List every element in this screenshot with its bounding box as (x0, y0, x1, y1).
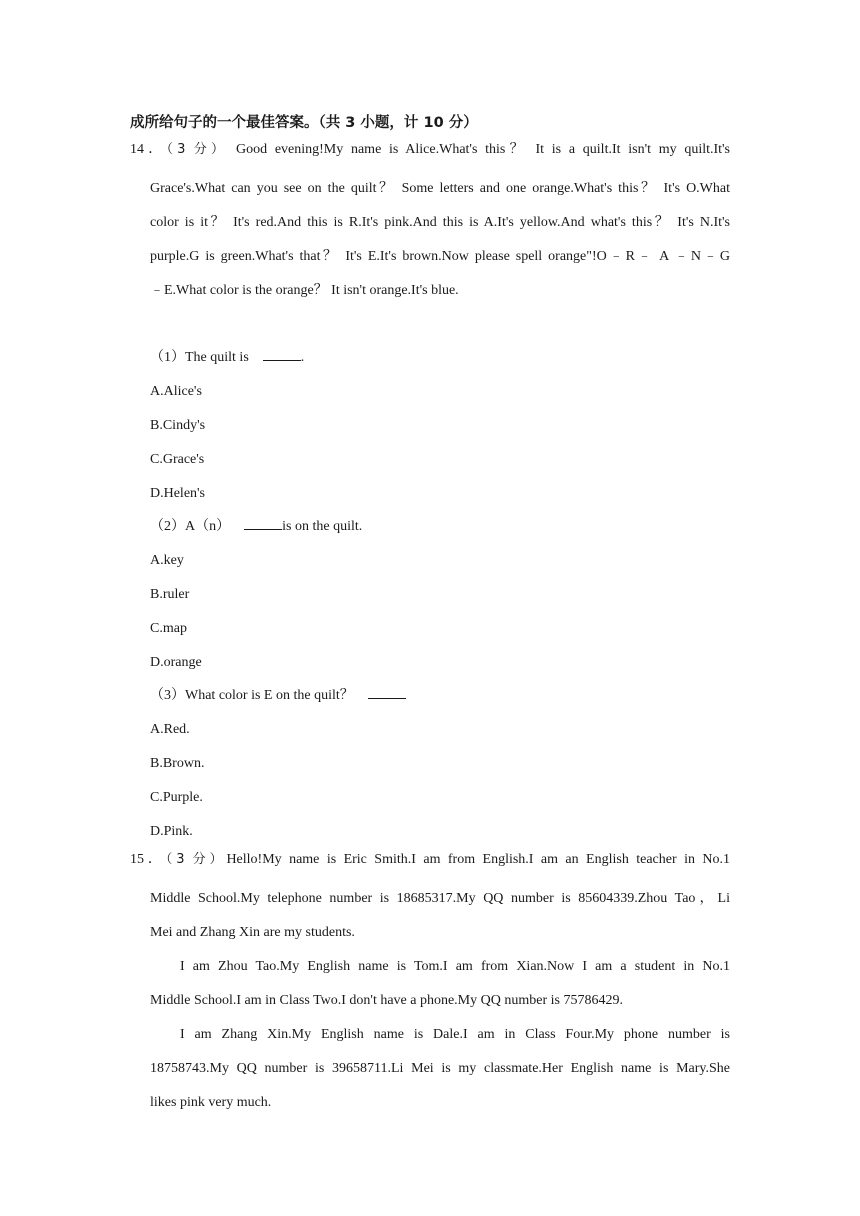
sub-question-1-stem-end: . (300, 350, 305, 365)
question-14-passage-line-5: ﹣E.What color is the orange？ It isn't orange.It's blue. (150, 283, 459, 298)
option-2c: C.map (150, 621, 187, 636)
question-15-para1 (150, 882, 730, 950)
sub-question-1-stem: （1）The quilt is (150, 350, 249, 365)
answer-blank (263, 346, 301, 361)
sub-question-2-stem: （2）A（n） (150, 519, 231, 534)
question-15-para3-line-3: likes pink very much. (150, 1095, 272, 1110)
question-14-passage (150, 172, 730, 308)
question-14-passage-line-4: purple.G is green.What's that？ It's E.It's brown.Now please spell orange"!O﹣R﹣ A ﹣N﹣G (150, 249, 730, 264)
option-3c: C.Purple. (150, 790, 203, 805)
sub-question-3-stem: （3）What color is E on the quilt？ (150, 688, 354, 703)
question-14-first-line-wrap (130, 138, 730, 172)
question-15-para1-line-3: Mei and Zhang Xin are my students. (150, 925, 355, 940)
sub-question-2-stem-end: is on the quilt. (282, 519, 363, 534)
question-14-passage-line-3: color is it？ It's red.And this is R.It's pink.And this is A.It's yellow.And what's this？ It's N.It's (150, 215, 730, 230)
question-14-passage-line-1 (130, 138, 730, 172)
question-15-para3-line-2: 18758743.My QQ number is 39658711.Li Mei is my classmate.Her English name is Mary.She (150, 1061, 730, 1076)
question-15-para2-line-1: I am Zhou Tao.My English name is Tom.I am from Xian.Now I am a student in No.1 (180, 959, 730, 974)
option-2d: D.orange (150, 655, 202, 670)
option-3a: A.Red. (150, 722, 190, 737)
question-score: （3 分） (166, 142, 229, 157)
question-15-para3 (150, 1018, 730, 1120)
passage-text: Hello!My name is Eric Smith.I am from English.I am an English teacher in No.1 (226, 852, 730, 867)
option-3d: D.Pink. (150, 824, 193, 839)
question-14-passage-line-2: Grace's.What can you see on the quilt？ Some letters and one orange.What's this？ It's O.What (150, 181, 730, 196)
answer-blank (368, 684, 406, 699)
option-1c: C.Grace's (150, 452, 205, 467)
option-1b: B.Cindy's (150, 418, 206, 433)
sub-question-3 (150, 679, 406, 713)
question-15-para2-line-2: Middle School.I am in Class Two.I don't have a phone.My QQ number is 75786429. (150, 993, 623, 1008)
question-number: 14． (130, 142, 167, 157)
answer-blank (244, 515, 282, 530)
question-15-para1-line-2: Middle School.My telephone number is 18685317.My QQ number is 85604339.Zhou Tao，Li (150, 891, 730, 906)
option-2b: B.ruler (150, 587, 190, 602)
section-header: 成所给句子的一个最佳答案。（共 3 小题，计 10 分） (130, 115, 478, 131)
question-15-first-line-wrap (130, 848, 730, 882)
question-15-para3-line-1: I am Zhang Xin.My English name is Dale.I am in Class Four.My phone number is (180, 1027, 730, 1042)
option-2a: A.key (150, 553, 184, 568)
option-3b: B.Brown. (150, 756, 205, 771)
option-1d: D.Helen's (150, 486, 206, 501)
question-15-para2 (150, 950, 730, 1018)
passage-text: Good evening!My name is Alice.What's this？ It is a quilt.It isn't my quilt.It's (235, 142, 731, 157)
option-1a: A.Alice's (150, 384, 202, 399)
sub-question-1 (150, 341, 304, 375)
sub-question-2 (150, 510, 362, 544)
question-score: （3 分） (165, 852, 227, 867)
question-15-para1-line-1 (130, 848, 730, 882)
question-number: 15． (130, 852, 166, 867)
